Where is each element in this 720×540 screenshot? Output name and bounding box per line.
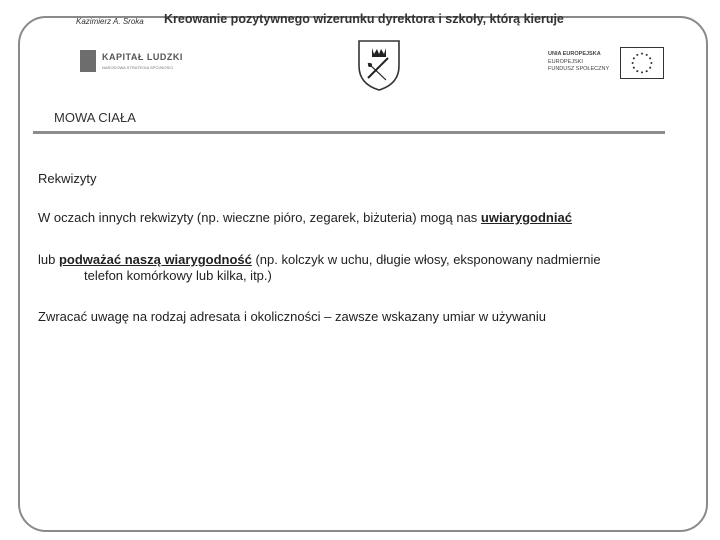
- school-emblem-icon: [356, 38, 402, 92]
- kapital-ludzki-logo: [80, 50, 200, 76]
- kapital-ludzki-icon: [80, 50, 96, 72]
- eu-flag-icon: [620, 47, 664, 79]
- paragraph-text: W oczach innych rekwizyty (np. wieczne pióro, zegarek, biżuteria) mogą nas: [38, 210, 481, 225]
- paragraph-zwracac-uwage: Zwracać uwagę na rodzaj adresata i okoliczności – zawsze wskazany umiar w używaniu: [38, 309, 546, 324]
- eu-logo-line2: EUROPEJSKI: [548, 59, 583, 65]
- paragraph-text: (np. kolczyk w uchu, długie włosy, eksponowany nadmiernie: [251, 252, 601, 267]
- kapital-ludzki-name: KAPITAŁ LUDZKI: [102, 52, 183, 62]
- section-divider: [33, 131, 665, 134]
- author-name: Kazimierz A. Sroka: [76, 17, 144, 26]
- content-heading: Rekwizyty: [38, 171, 97, 186]
- paragraph-podwazac: [38, 252, 601, 267]
- eu-logo-line3: FUNDUSZ SPOŁECZNY: [548, 66, 610, 72]
- emphasis-text: podważać naszą wiarygodność: [58, 252, 252, 267]
- paragraph-uwiarygodniac: [38, 210, 572, 225]
- emphasis-text: uwiarygodniać: [480, 210, 572, 225]
- kapital-ludzki-subtitle: NARODOWA STRATEGIA SPÓJNOŚCI: [102, 65, 174, 70]
- eu-logo: [548, 47, 668, 81]
- paragraph-continuation: telefon komórkowy lub kilka, itp.): [84, 268, 272, 283]
- section-label: MOWA CIAŁA: [54, 110, 136, 125]
- paragraph-prefix: lub: [38, 252, 59, 267]
- presentation-title: Kreowanie pozytywnego wizerunku dyrektora i szkoły, którą kieruje: [164, 12, 564, 26]
- eu-logo-line1: UNIA EUROPEJSKA: [548, 51, 601, 57]
